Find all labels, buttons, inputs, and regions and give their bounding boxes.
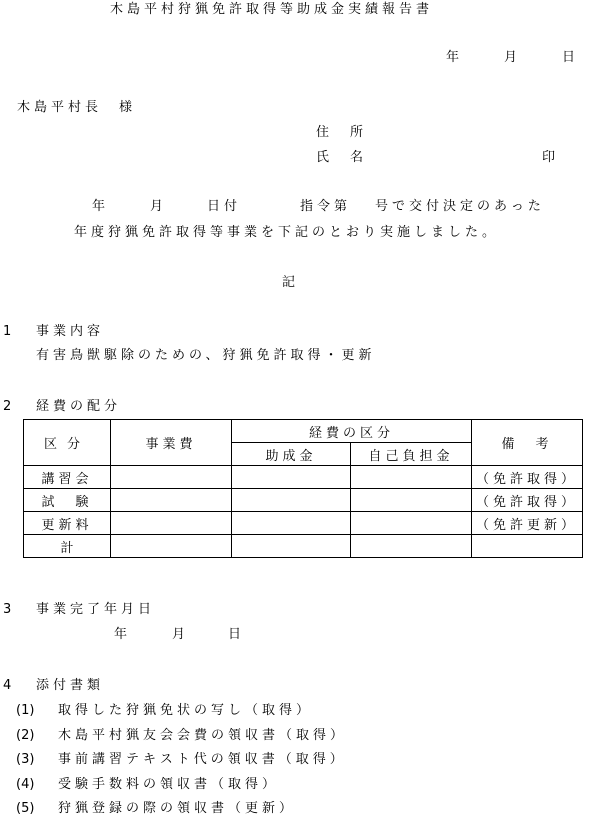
table-row (24, 535, 583, 558)
attachment-number: (3) (16, 752, 35, 767)
date-year-label: 年 (446, 50, 460, 65)
seal-mark: 印 (542, 150, 556, 165)
row-remarks (472, 535, 583, 558)
header-remarks: 備 考 (472, 420, 583, 466)
cell-project-cost (111, 512, 232, 535)
section1-number: 1 (3, 324, 12, 339)
table-row (24, 489, 583, 512)
section1-text: 有害鳥獣駆除のための、狩猟免許取得・更新 (36, 348, 376, 363)
attachment-number: (4) (16, 777, 35, 792)
section3-number: 3 (3, 602, 12, 617)
header-subsidy: 助成金 (232, 443, 351, 466)
date-month-label: 月 (504, 50, 518, 65)
section1-title: 事業内容 (36, 324, 105, 339)
cell-subsidy (232, 489, 351, 512)
cell-project-cost (111, 466, 232, 489)
addressee: 木島平村長 様 (17, 100, 137, 115)
cell-self-pay (351, 512, 472, 535)
row-remarks: （免許取得） (472, 489, 583, 512)
body-line2: 年度狩猟免許取得等事業を下記のとおり実施しました。 (74, 225, 500, 240)
section2-number: 2 (3, 399, 12, 414)
body-day: 日付 (207, 199, 242, 214)
body-month: 月 (150, 199, 164, 214)
document-title: 木島平村狩猟免許取得等助成金実績報告書 (110, 2, 434, 17)
cell-project-cost (111, 489, 232, 512)
body-line1-rest: 号で交付決定のあった (375, 199, 545, 214)
header-category: 区分 (24, 420, 111, 466)
section3-title: 事業完了年月日 (36, 602, 156, 617)
address-label: 住 所 (316, 125, 368, 140)
section4-number: 4 (3, 678, 12, 693)
row-category: 更新料 (24, 512, 111, 535)
cell-self-pay (351, 535, 472, 558)
attachment-number: (2) (16, 728, 35, 743)
section4-title: 添付書類 (36, 678, 105, 693)
attachment-number: (1) (16, 703, 35, 718)
cell-subsidy (232, 466, 351, 489)
body-year: 年 (92, 199, 106, 214)
cell-project-cost (111, 535, 232, 558)
table-row (24, 512, 583, 535)
attachment-text: 木島平村猟友会会費の領収書（取得） (58, 728, 348, 743)
cell-self-pay (351, 466, 472, 489)
completion-month: 月 (172, 627, 186, 642)
name-label: 氏 名 (316, 150, 368, 165)
row-category: 講習会 (24, 466, 111, 489)
header-breakdown: 経費の区分 (232, 420, 472, 443)
attachment-text: 事前講習テキスト代の領収書（取得） (58, 752, 347, 767)
cost-table (23, 419, 583, 558)
table-row (24, 466, 583, 489)
row-remarks: （免許取得） (472, 466, 583, 489)
date-day-label: 日 (562, 50, 576, 65)
attachment-text: 受験手数料の領収書（取得） (58, 777, 280, 792)
header-project-cost: 事業費 (111, 420, 232, 466)
cell-self-pay (351, 489, 472, 512)
body-directive: 指令第 (300, 199, 352, 214)
completion-year: 年 (114, 627, 128, 642)
row-category: 試 験 (24, 489, 111, 512)
section2-title: 経費の配分 (36, 399, 122, 414)
attachment-number: (5) (16, 801, 35, 816)
row-category: 計 (24, 535, 111, 558)
ki-label: 記 (282, 275, 296, 290)
completion-day: 日 (228, 627, 242, 642)
header-self-pay: 自己負担金 (351, 443, 472, 466)
attachment-text: 取得した狩猟免状の写し（取得） (58, 703, 314, 718)
cell-subsidy (232, 535, 351, 558)
row-remarks: （免許更新） (472, 512, 583, 535)
attachment-text: 狩猟登録の際の領収書（更新） (58, 801, 297, 816)
cell-subsidy (232, 512, 351, 535)
